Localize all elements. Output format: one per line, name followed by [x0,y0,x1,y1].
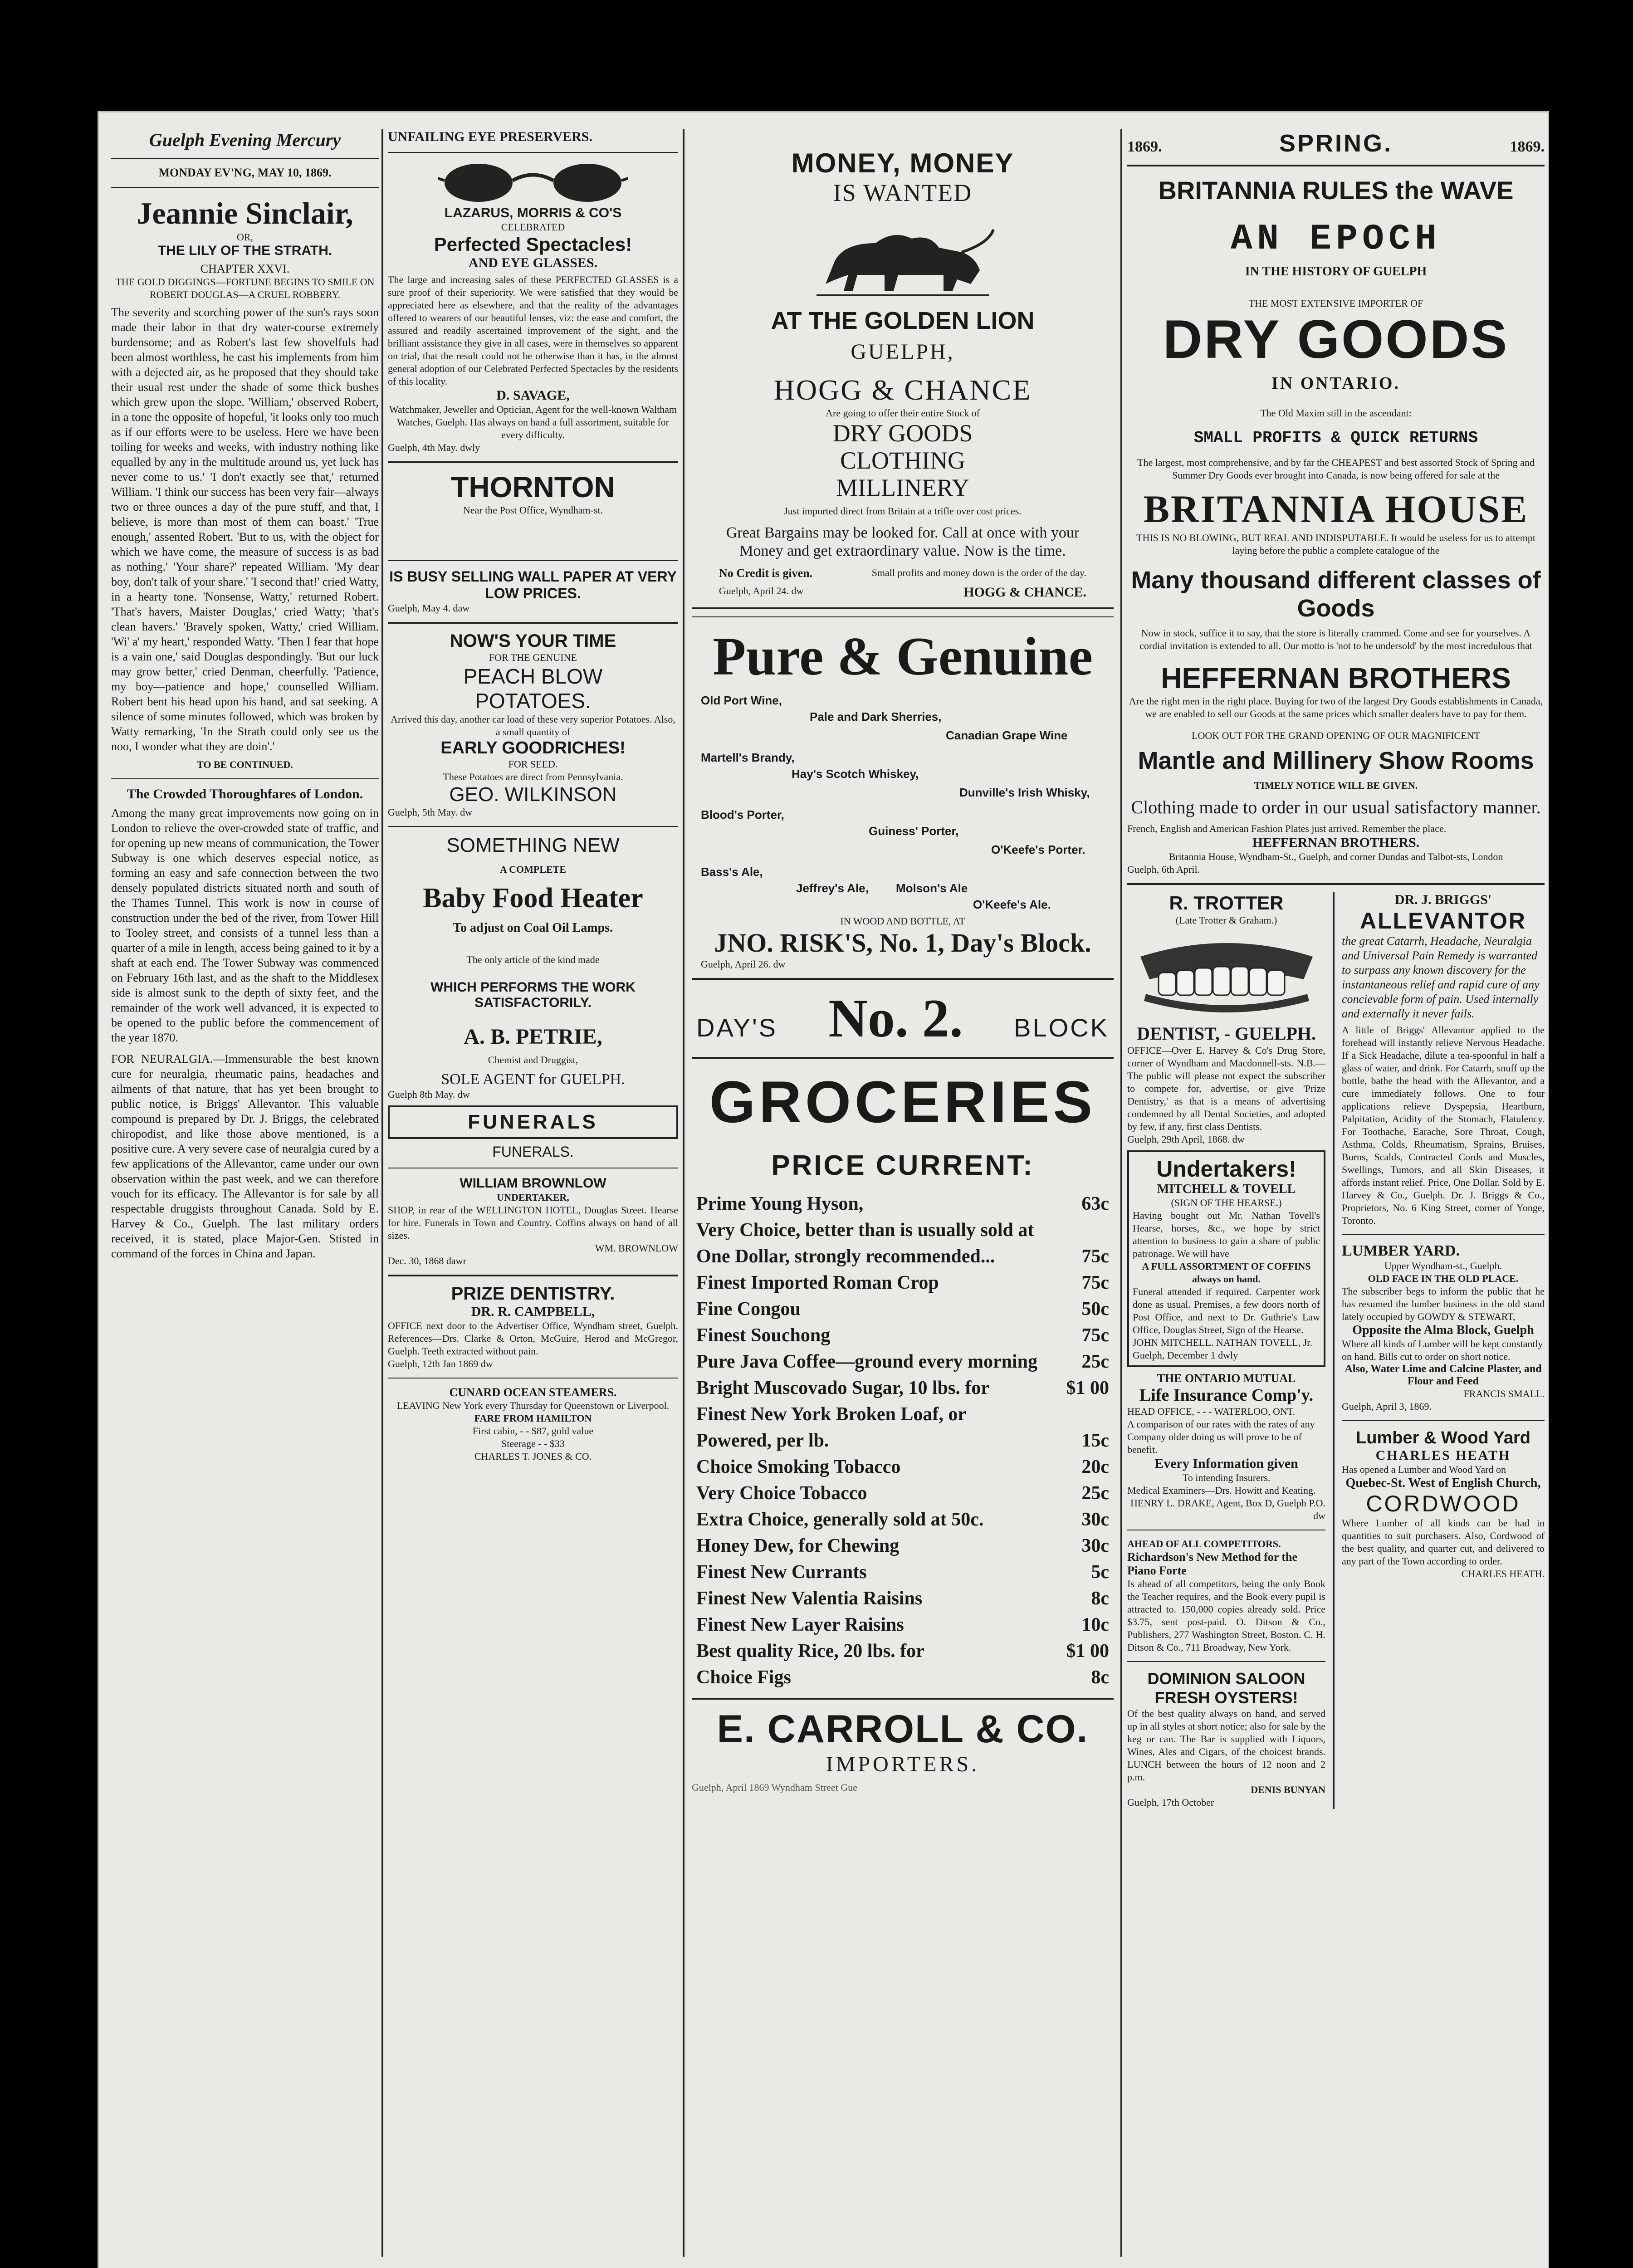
column-news [111,129,379,2261]
masthead: Guelph Evening Mercury [149,130,341,150]
newspaper-page [98,111,1549,2268]
eye-body: The large and increasing sales of these PERFECTED GLASSES is a sure proof of their superiority. We were satisfied that they would be appreciated here as elsewhere, and that the reality of the advantages offered to wearers of our beautiful lenses, viz: the ease and comfort, the assured and readily ascertained improvement of the sight, and the brilliant assistance they give in all cases, were in themselves so apparent on trial, that the result could not be otherwise than it has, in the almost general adoption of our Celebrated Perfected Spectacles by the residents of this locality. [388,274,678,387]
thornton-sub: Near the Post Office, Wyndham-st. [463,504,603,516]
price-value: 30c [1081,1509,1109,1530]
peach-blow: PEACH BLOW [463,665,603,688]
small-sig: FRANCIS SMALL. [1463,1388,1545,1399]
nyt-title: NOW'S YOUR TIME [450,631,616,651]
price-row [696,1612,1109,1638]
coffins: A FULL ASSORTMENT OF COFFINS always on hand. [1142,1261,1311,1285]
trotter-sub: (Late Trotter & Graham.) [1175,914,1277,926]
heath-body: Has opened a Lumber and Wood Yard on [1342,1464,1506,1475]
money-heading: MONEY, MONEY [791,148,1014,178]
only-article: The only article of the kind made [466,954,600,965]
heath-sig: CHARLES HEATH. [1461,1568,1545,1579]
wilkinson-date: Guelph, 5th May. dw [388,807,473,818]
funerals-box: FUNERALS [388,1105,678,1139]
days-label: DAY'S [696,1013,778,1042]
briggs: DR. J. BRIGGS' [1394,892,1492,907]
britannia-house: BRITANNIA HOUSE [1143,487,1529,531]
dominion-saloon: DOMINION SALOON [1147,1669,1305,1688]
history: IN THE HISTORY OF GUELPH [1245,264,1427,279]
brownlow-body: SHOP, in rear of the WELLINGTON HOTEL, Douglas Street. Hearse for hire. Funerals in Town and Country. Coffins always on hand of all sizes. [388,1204,678,1241]
price-item: Finest New Layer Raisins [696,1614,904,1635]
allevantor-body: A little of Briggs' Allevantor applied to the forehead will instantly relieve Nervous Headache. If a Sick Headache, dilute a tea-spoonful in half a glass of water, and drink. For Catarrh, snuff up the bottle, bathe the head with the Allevantor, and a cure immediately follows. One to four applications relieve Dyspepsia, Heartburn, Palpitation, Acidity of the Stomach, Flatulency. For Toothache, Earache, Sore Throat, Cough, Asthma, Colds, Rheumatism, Sprains, Bruises, Burns, Scalds, Contracted Cords and Muscles, Swellings, Tumors, and all Skin Diseases, it affords instant relief. Price, One Dollar. Sold by E. Harvey & Co., Guelph. Dr. J. Briggs & Co., Proprietors, No. 6 King Street, corner of Yonge, Toronto. [1342,1024,1545,1226]
price-value: 25c [1081,1351,1109,1372]
right-men-note: Are the right men in the right place. Buying for two of the largest Dry Goods establishments in Canada, we are enabled to sell our Goods at the same prices which smaller dealers have to pay for them. [1129,695,1543,719]
golden-lion-icon [807,211,998,302]
largest-note: The largest, most comprehensive, and by far the CHEAPEST and best assorted Stock of Spring and Summer Dry Goods ever brought into Canada, is now being offered for sale at the [1137,457,1535,481]
performs: WHICH PERFORMS THE WORK SATISFACTORILY. [430,980,636,1010]
something-new: SOMETHING NEW [446,834,620,856]
steerage-fare: Steerage - - $33 [501,1438,565,1449]
lumber-body: The subscriber begs to inform the public that he has resumed the lumber business in the old stand lately occupied by GOWDY & STEWART, [1342,1286,1545,1322]
spirit-item: Pale and Dark Sherries, [810,710,942,723]
upper-wyndham: Upper Wyndham-st., Guelph. [1384,1260,1502,1271]
price-item: Finest New Valentia Raisins [696,1588,923,1609]
spirit-item: Dunville's Irish Whisky, [959,785,1090,799]
campbell-body: OFFICE next door to the Advertiser Office, Wyndham street, Guelph. References—Drs. Clarke & Orton, McGuire, Herod and McGregor, Guelph. Teeth extracted without pain. [388,1320,678,1357]
price-row [696,1191,1109,1217]
trotter-body: OFFICE—Over E. Harvey & Co's Drug Store, corner of Wyndham and Macdonnell-sts. N.B.—The public will please not expect the subscriber to compete for, advertise, or give 'Prize Dentistry,' as that is a means of advertising condemned by all Dental Societies, and adopted by few, if any, first class Dentists. [1127,1045,1326,1132]
year-left: 1869. [1127,138,1162,155]
clothing-order: Clothing made to order in our usual satisfactory manner. [1131,797,1541,817]
article-body: Among the many great improvements now going on in London to relieve the over-crowded state of traffic, and for opening up new means of communication, the Tower Subway is one which deserves especial notice, as forming an easy and safe connection between the two densely populated districts situated north and south of the Thames Tunnel. This work is now in course of construction under the bed of the river, from Tower Hill to Tooley street, and consists of a tunnel less than a quarter of a mile in length, access being gained to it by a shaft at each end. The Tower Subway was commenced on February 16th last, and as the shaft to the Middlesex side is almost sunk to the depth of sixty feet, and the remainder of the work well advanced, it is expected to be opened to the public before the commencement of the year 1870. [111,807,379,1044]
price-row [696,1638,1109,1664]
spirit-item: Martell's Brandy, [701,751,795,764]
eye-celebrated: CELEBRATED [501,221,565,233]
year-right: 1869. [1510,138,1545,155]
spirit-item: Jeffrey's Ale, [796,881,869,895]
potatoes: POTATOES. [475,689,591,713]
mitchell-date: Guelph, December 1 dwly [1133,1349,1238,1361]
golden-lion: AT THE GOLDEN LION [771,307,1035,334]
sole-agent: SOLE AGENT for GUELPH. [441,1071,625,1088]
price-current-heading: PRICE CURRENT: [771,1150,1034,1181]
spirit-item: O'Keefe's Porter. [991,842,1085,856]
lumber-body2: Where all kinds of Lumber will be kept constantly on hand. Bills cut to order on short notice. [1342,1338,1543,1362]
column-rule [1333,892,1335,1809]
mantle-rooms: Mantle and Millinery Show Rooms [1138,747,1534,774]
spectacles-icon [438,160,628,205]
eye-header: UNFAILING EYE PRESERVERS. [388,129,592,144]
heath: CHARLES HEATH [1375,1448,1511,1463]
comparison-note: A comparison of our rates with the rates of any Company older doing us will prove to be of benefit. [1127,1418,1315,1455]
importers: IMPORTERS. [826,1752,980,1776]
price-value: 10c [1081,1614,1109,1635]
price-row [696,1322,1109,1349]
story-or: OR, [236,231,254,243]
spirit-item: Bass's Ale, [701,865,763,879]
price-row [696,1375,1109,1401]
column-ads-right [1127,129,1545,2261]
story-subtitle: THE LILY OF THE STRATH. [157,243,332,258]
column4-lower [1127,892,1545,1809]
info-given: Every Information given [1154,1456,1298,1471]
fresh-oysters: FRESH OYSTERS! [1154,1688,1298,1707]
spirits-list [692,688,1114,915]
ontario-mutual: THE ONTARIO MUTUAL [1157,1372,1296,1385]
block-label: BLOCK [1014,1013,1109,1042]
quebec-street: Quebec-St. West of English Church, [1345,1476,1541,1490]
eye-and: AND EYE GLASSES. [468,255,598,270]
hogg-sub: Are going to offer their entire Stock of [826,407,980,419]
campbell: DR. R. CAMPBELL, [471,1304,595,1319]
price-item: Extra Choice, generally sold at 50c. [696,1509,984,1530]
fashion-note: French, English and American Fashion Plates just arrived. Remember the place. [1127,823,1447,834]
guelph-label: GUELPH, [851,340,955,364]
column-rule [1120,129,1122,2257]
price-item: Finest New Currants [696,1562,867,1583]
no-credit: No Credit is given. [719,567,813,580]
price-row [696,1349,1109,1375]
cunard-agent: CHARLES T. JONES & CO. [474,1451,592,1462]
petrie: A. B. PETRIE, [464,1025,602,1049]
heffernan-date: Guelph, 6th April. [1127,864,1200,875]
column4-lower-left [1127,892,1325,1809]
teeth-icon [1131,929,1322,1020]
price-value: 75c [1081,1325,1109,1346]
timely-notice: TIMELY NOTICE WILL BE GIVEN. [1254,780,1418,791]
brownlow: WILLIAM BROWNLOW [460,1176,606,1191]
coal-oil: To adjust on Coal Oil Lamps. [453,921,613,935]
chapter-heading: CHAPTER XXVI. [200,262,290,275]
mitchell: MITCHELL & TOVELL [1157,1182,1296,1196]
price-row [696,1217,1109,1270]
risk-address: JNO. RISK'S, No. 1, Day's Block. [714,928,1091,958]
price-list [692,1191,1114,1691]
examiners: Medical Examiners—Drs. Howitt and Keating. [1127,1485,1316,1496]
hogg-terms [719,567,1086,580]
price-item: Best quality Rice, 20 lbs. for [696,1641,924,1662]
chemist: Chemist and Druggist, [488,1054,578,1066]
price-value: 8c [1091,1667,1109,1688]
spirit-item: Hay's Scotch Whiskey, [792,767,919,781]
price-item: Pure Java Coffee—ground every morning [696,1351,1038,1372]
pennsylvania-note: These Potatoes are direct from Pennsylvania. [443,771,623,782]
column-rule [683,129,684,2257]
spirit-item: Molson's Ale [896,881,968,895]
spirit-item: Canadian Grape Wine [946,728,1068,742]
heffernan-sig: HEFFERNAN BROTHERS. [1252,835,1420,850]
lime-plaster: Also, Water Lime and Calcine Plaster, and Flour and Feed [1345,1363,1542,1387]
price-value: 20c [1081,1457,1109,1477]
richardson: Richardson's New Method for the Piano Forte [1127,1550,1298,1577]
risk-date: Guelph, April 26. dw [701,958,786,970]
dateline: MONDAY EV'NG, MAY 10, 1869. [158,166,332,179]
spirit-item: Old Port Wine, [701,694,782,707]
alma-block: Opposite the Alma Block, Guelph [1352,1323,1534,1337]
days-block-header [692,987,1114,1050]
price-row [696,1585,1109,1612]
bargains: Great Bargains may be looked for. Call at once with your Money and get extraordinary value. Now is the time. [726,524,1080,559]
brownlow-date: Dec. 30, 1868 dawr [388,1255,466,1266]
price-value: 25c [1081,1483,1109,1504]
maxim: The Old Maxim still in the ascendant: [1260,407,1412,419]
wilkinson: GEO. WILKINSON [449,783,617,806]
price-value: $1 00 [1066,1641,1109,1662]
price-item: Bright Muscovado Sugar, 10 lbs. for [696,1378,990,1398]
life-insurance: Life Insurance Comp'y. [1139,1386,1314,1405]
dominion-date: Guelph, 17th October [1127,1797,1214,1808]
price-value: $1 00 [1066,1378,1109,1398]
price-item: Choice Figs [696,1667,791,1688]
wallpaper-date: Guelph, May 4. daw [388,602,470,614]
blowing-note: THIS IS NO BLOWING, BUT REAL AND INDISPUTABLE. It would be useless for us to attempt laying before the public a complete catalogue of the [1136,532,1535,556]
price-row [696,1480,1109,1506]
mitchell-body2: Funeral attended if required. Carpenter work done as usual. Premises, a few doors north of Post Office, and next to Dr. Guthrie's Law Office, Douglas Street, Sign of the Hearse. [1133,1286,1320,1335]
price-item: Very Choice Tobacco [696,1483,867,1504]
spirit-item: Guiness' Porter, [869,824,959,838]
ontario: IN ONTARIO. [1271,374,1400,393]
undertakers: Undertakers! [1156,1156,1296,1182]
price-value: 15c [1081,1430,1109,1451]
spring-label: SPRING. [1279,130,1393,157]
for-seed: FOR SEED. [508,758,558,770]
head-office: HEAD OFFICE, - - - WATERLOO, ONT. [1127,1406,1296,1417]
price-row [696,1401,1109,1454]
ahead: AHEAD OF ALL COMPETITORS. [1127,1538,1281,1549]
story-body: The severity and scorching power of the sun's rays soon made their labor in that dry water-course extremely burdensome; and as Robert's last few shovelfuls had been almost worthless, he cast his implements from him with a dejected air, as he proposed that they should take their usual rest under the shade of some thick bushes which grew upon the slope. 'William,' observed Robert, in a tone the opposite of hopeful, 'it looks only too much as if our efforts were to be useless. Here we have been toiling for weeks and weeks, with industry nothing like equalled by any in the multitude around us, yet luck has never come to us.' 'I don't exactly see that,' returned William. 'I think our success has been very fair—always two or three ounces a day of the pure stuff, and that, I believe, is more than most of them can boast.' 'True enough,' assented Robert. 'But to us, with the object for which we have come, the measure of success is as bad as nothing.' 'Your share?' repeated William. 'My dear boy, don't talk of your share.' 'I second that!' cried Watty, in a hearty tone. 'Nonsense, Watty,' returned Robert. 'That's havers, Maister Douglas,' cried Watty; 'that's clean havers.' 'Bravely spoken, Watty,' cried William. 'Wi' a' my heart,' responded Watty. 'Then I fear that hope is a vain one,' said Douglas despondingly. 'But our luck may grow better,' cried Denman, cheerfully. 'Patience, my boy—patience and hope,' counselled William. Robert bent his head upon his hand, and sat seeking. A silence of some minutes followed, which was broken by Watty remarking, 'In the Strath could only see us the noo, I wonder what they are doin'.' [111,306,379,753]
goodriches: EARLY GOODRICHES! [440,738,626,758]
cunard: CUNARD OCEAN STEAMERS. [449,1386,617,1399]
heffernan: HEFFERNAN BROTHERS [1161,662,1511,694]
hogg-footer [719,585,1086,600]
epoch: AN EPOCH [1230,219,1442,260]
wood-bottle: IN WOOD AND BOTTLE, AT [840,915,965,927]
hogg-date: Guelph, April 24. dw [719,585,804,596]
allevantor: ALLEVANTOR [1359,908,1527,934]
to-be-continued: TO BE CONTINUED. [197,759,293,770]
prize-dentistry: PRIZE DENTISTRY. [451,1284,615,1304]
cabin-fare: First cabin, - - $87, gold value [472,1425,594,1437]
imported-note: Just imported direct from Britain at a trifle over cost prices. [784,505,1022,517]
column4-lower-right [1342,892,1545,1809]
price-item: Choice Smoking Tobacco [696,1457,901,1477]
mitchell-sig: JOHN MITCHELL. NATHAN TOVELL, Jr. [1133,1337,1312,1348]
story-title: Jeannie Sinclair, [137,196,353,230]
price-row [696,1506,1109,1533]
price-row [696,1454,1109,1480]
britannia-address: Britannia House, Wyndham-St., Guelph, and corner Dundas and Talbot-sts, London [1169,851,1503,862]
eye-footer: Guelph, 4th May. dwly [388,442,480,453]
trotter: R. TROTTER [1169,892,1284,914]
cordwood: CORDWOOD [1366,1491,1521,1516]
campbell-date: Guelph, 12th Jan 1869 dw [388,1358,493,1369]
nyt-body: Arrived this day, another car load of these very superior Potatoes. Also, a small quantity of [391,714,675,738]
intending: To intending Insurers. [1182,1472,1271,1483]
spring-header [1127,129,1545,157]
price-value: 5c [1091,1562,1109,1583]
price-row [696,1270,1109,1296]
hearse-sign: (SIGN OF THE HEARSE.) [1171,1197,1282,1208]
old-face: OLD FACE IN THE OLD PLACE. [1368,1273,1519,1284]
dominion-body: Of the best quality always on hand, and served up in all styles at short notice; also for sale by the keg or can. The Bar is supplied with Liquors, Wines, Ales and Cigars, of the choicest brands. LUNCH between the hours of 12 noon and 2 p.m. [1127,1708,1326,1783]
mitchell-body: Having bought out Mr. Nathan Tovell's Hearse, horses, &c., we hope by strict attention to business to gain a share of public patronage. We will have [1133,1210,1320,1259]
dry-goods-heading: DRY GOODS [1163,309,1509,370]
crammed-note: Now in stock, suffice it to say, that the store is literally crammed. Come and see for yourselves. A cordial invitation is extended to all. Our motto is 'not to be undersold' by the most incredulous that [1139,627,1532,651]
fare: FARE FROM HAMILTON [474,1413,592,1424]
look-out: LOOK OUT FOR THE GRAND OPENING OF OUR MAGNIFICENT [1192,730,1480,741]
column-rule [381,129,383,2257]
price-value: 8c [1091,1588,1109,1609]
cunard-body: LEAVING New York every Thursday for Queenstown or Liverpool. [396,1400,670,1411]
spirit-item: Blood's Porter, [701,808,784,821]
nyt-for: FOR THE GENUINE [489,652,577,663]
price-row [696,1533,1109,1559]
price-item: Very Choice, better than is usually sold at One Dollar, strongly recommended... [696,1220,1034,1267]
many-classes: Many thousand different classes of Goods [1131,567,1541,622]
price-item: Finest Souchong [696,1325,831,1346]
bunyan: DENIS BUNYAN [1251,1784,1326,1795]
groceries-heading: GROCERIES [709,1069,1096,1135]
clothing: CLOTHING [840,447,965,474]
price-item: Honey Dew, for Chewing [696,1535,900,1556]
baby-food-heater: Baby Food Heater [423,883,643,914]
price-item: Finest Imported Roman Crop [696,1272,939,1293]
small-profits-note: Small profits and money down is the order of the day. [871,567,1086,578]
importer-note: THE MOST EXTENSIVE IMPORTER OF [1248,298,1423,309]
thornton-title: THORNTON [451,471,615,503]
column-ads-left [388,129,678,2261]
price-value: 63c [1081,1193,1109,1214]
spirit-item: O'Keefe's Ale. [973,898,1051,911]
undertaker: UNDERTAKER, [497,1192,569,1203]
price-item: Finest New York Broken Loaf, or Powered, per lb. [696,1404,966,1451]
dentist-label: DENTIST, - GUELPH. [1137,1023,1316,1044]
price-value: 50c [1081,1299,1109,1320]
small-profits: SMALL PROFITS & QUICK RETURNS [1193,429,1478,447]
allevantor-sub: the great Catarrh, Headache, Neuralgia and Universal Pain Remedy is warranted to surpass any known discovery for the instantaneous relief and rapid cure of any concievable form of pain. Used internally and externally it never fails. [1342,934,1540,1020]
carroll: E. CARROLL & CO. [717,1707,1089,1751]
heath-body2: Where Lumber of all kinds can be had in quantities to suit purchasers. Also, Cordwood of the best quality, and quarter cut, and delivered to any part of the Town according to order. [1342,1517,1545,1567]
neuralgia-article: FOR NEURALGIA.—Immensurable the best known cure for neuralgia, rheumatic pains, headaches and ailments of that nature, that has yet been brought to public notice, is Briggs' Allevantor. This valuable compound is prepared by Dr. J. Briggs, the celebrated chiropodist, and like those above mentioned, is a positive cure. A very severe case of neuralgia cured by a few applications of the Allevantor, came under our own observation within the past week, and we can therefore vouch for its efficacy. The Allevantor is for sale by all respectable druggists throughout Canada. Sold by E. Harvey & Co., Guelph. The last military orders received, it is stated, place Major-Gen. Stisted in command of the forces in China and Japan. [111,1052,379,1260]
eye-company: LAZARUS, MORRIS & CO'S [444,205,622,220]
drake: HENRY L. DRAKE, Agent, Box D, Guelph P.O. dw [1130,1497,1326,1521]
eye-agent-desc: Watchmaker, Jeweller and Optician, Agent for the well-known Waltham Watches, Guelph. Has always on hand a full assortment, suitable for every difficulty. [389,404,677,440]
price-row [696,1296,1109,1322]
price-value: 75c [1081,1272,1109,1293]
price-value: 75c [1081,1246,1109,1267]
carroll-footer: Guelph, April 1869 Wyndham Street Gue [692,1782,857,1793]
is-wanted: IS WANTED [833,179,973,206]
price-value: 30c [1081,1535,1109,1556]
price-row [696,1559,1109,1585]
pure-genuine: Pure & Genuine [713,626,1093,686]
hogg-signature: HOGG & CHANCE. [963,585,1086,600]
eye-product: Perfected Spectacles! [434,234,632,255]
lumber-wood-yard: Lumber & Wood Yard [1356,1428,1530,1447]
lumber-yard: LUMBER YARD. [1342,1242,1460,1259]
funerals: FUNERALS. [492,1144,574,1160]
column-ads-center [692,129,1114,2261]
dry-goods: DRY GOODS [832,420,973,447]
wallpaper-ad: IS BUSY SELLING WALL PAPER AT VERY LOW PRICES. [389,568,677,601]
petrie-date: Guelph 8th May. dw [388,1089,470,1100]
a-complete: A COMPLETE [499,864,567,875]
brownlow-sig: WM. BROWNLOW [595,1242,678,1254]
price-item: Fine Congou [696,1299,801,1320]
millinery: MILLINERY [836,474,969,501]
price-item: Prime Young Hyson, [696,1193,864,1214]
chapter-description: THE GOLD DIGGINGS—FORTUNE BEGINS TO SMILE ON ROBERT DOUGLAS—A CRUEL ROBBERY. [115,276,375,300]
trotter-date: Guelph, 29th April, 1868. dw [1127,1134,1245,1145]
britannia-rules: BRITANNIA RULES the WAVE [1158,176,1514,205]
eye-agent: D. SAVAGE, [496,388,570,403]
richardson-body: Is ahead of all competitors, being the only Book the Teacher requires, and the Book every pupil is attracted to. 150,000 copies already sold. Price $3.75, sent post-paid. O. Ditson & Co., Publishers, 277 Washington Street, Boston. C. H. Ditson & Co., 711 Broadway, New York. [1127,1578,1326,1653]
price-row [696,1664,1109,1691]
undertakers-box [1127,1150,1325,1367]
article-title: The Crowded Thoroughfares of London. [127,787,363,802]
no2-label: No. 2. [828,988,963,1048]
hogg-chance: HOGG & CHANCE [773,374,1032,406]
small-date: Guelph, April 3, 1869. [1342,1401,1432,1412]
